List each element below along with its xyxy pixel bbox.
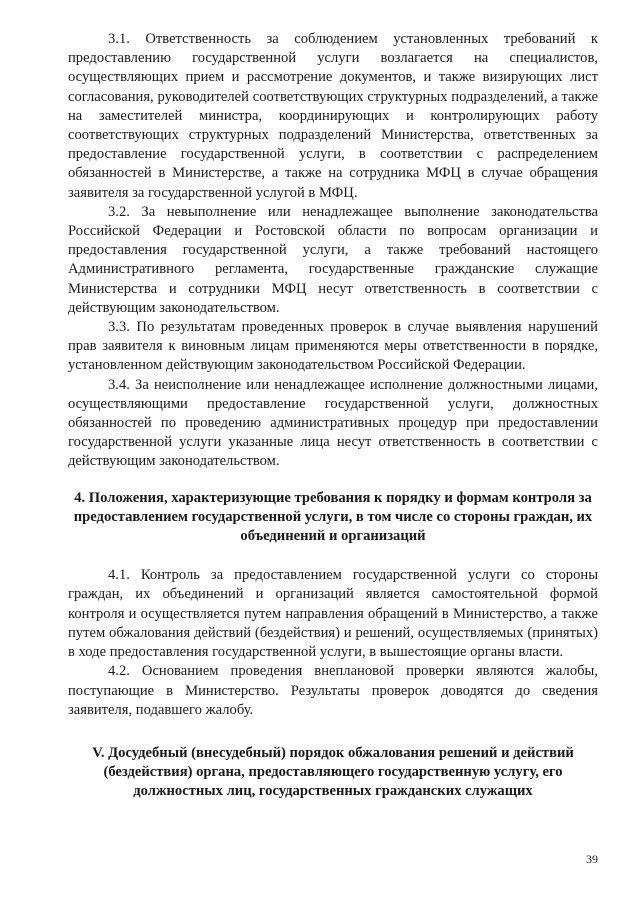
paragraph-4-2: 4.2. Основанием проведения внеплановой проверки являются жалобы, поступающие в Министерство. Результаты проверок доводятся до сведения заявителя, подавшего жалобу. xyxy=(68,663,598,718)
paragraph-3-4: 3.4. За неисполнение или ненадлежащее исполнение должностными лицами, осуществляющими предоставление государственной услуги, должностных обязанностей по проведению административных процедур при предоставлении государственной услуги указанные лица несут ответственность в соответствии с действующим законодательством. xyxy=(68,376,598,470)
paragraph-3-1: 3.1. Ответственность за соблюдением установленных требований к предоставлению государственной услуги возлагается на специалистов, осуществляющих прием и рассмотрение документов, и также визирующих лист согласования, руководителей соответствующих структурных подразделений, а также на заместителей министра, координирующих и контролирующих работу соответствующих структурных подразделений Министерства, ответственных за предоставление государственной услуги, в соответствии с распределением обязанностей в Министерстве, а также на сотрудника МФЦ в случае обращения заявителя за государственной услугой в МФЦ. xyxy=(68,31,598,201)
paragraph-3-3: 3.3. По результатам проведенных проверок в случае выявления нарушений прав заявителя к виновным лицам применяются меры ответственности в порядке, установленном действующим законодательством Российской Федерации. xyxy=(68,319,598,374)
section-4-heading: 4. Положения, характеризующие требования к порядку и формам контроля за предоставлением государственной услуги, в том числе со стороны граждан, их объединений и организаций xyxy=(73,489,593,545)
page-number: 39 xyxy=(586,852,598,866)
section-5-heading: V. Досудебный (внесудебный) порядок обжалования решений и действий (бездействия) органа, предоставляющего государственную услугу, его должностных лиц, государственных гражданских служащих xyxy=(92,744,574,800)
paragraph-4-1: 4.1. Контроль за предоставлением государственной услуги со стороны граждан, их объединений и организаций является самостоятельной формой контроля и осуществляется путем направления обращений в Министерство, а также путем обжалования действий (бездействия) и решений, осуществляемых (принятых) в ходе предоставления государственной услуги, в вышестоящие органы власти. xyxy=(68,567,598,661)
paragraph-3-2: 3.2. За невыполнение или ненадлежащее выполнение законодательства Российской Федерации и Ростовской области по вопросам организации и предоставления государственной услуги, а также требований настоящего Административного регламента, государственные гражданские служащие Министерства и сотрудники МФЦ несут ответственность в соответствии с действующим законодательством. xyxy=(68,203,598,316)
